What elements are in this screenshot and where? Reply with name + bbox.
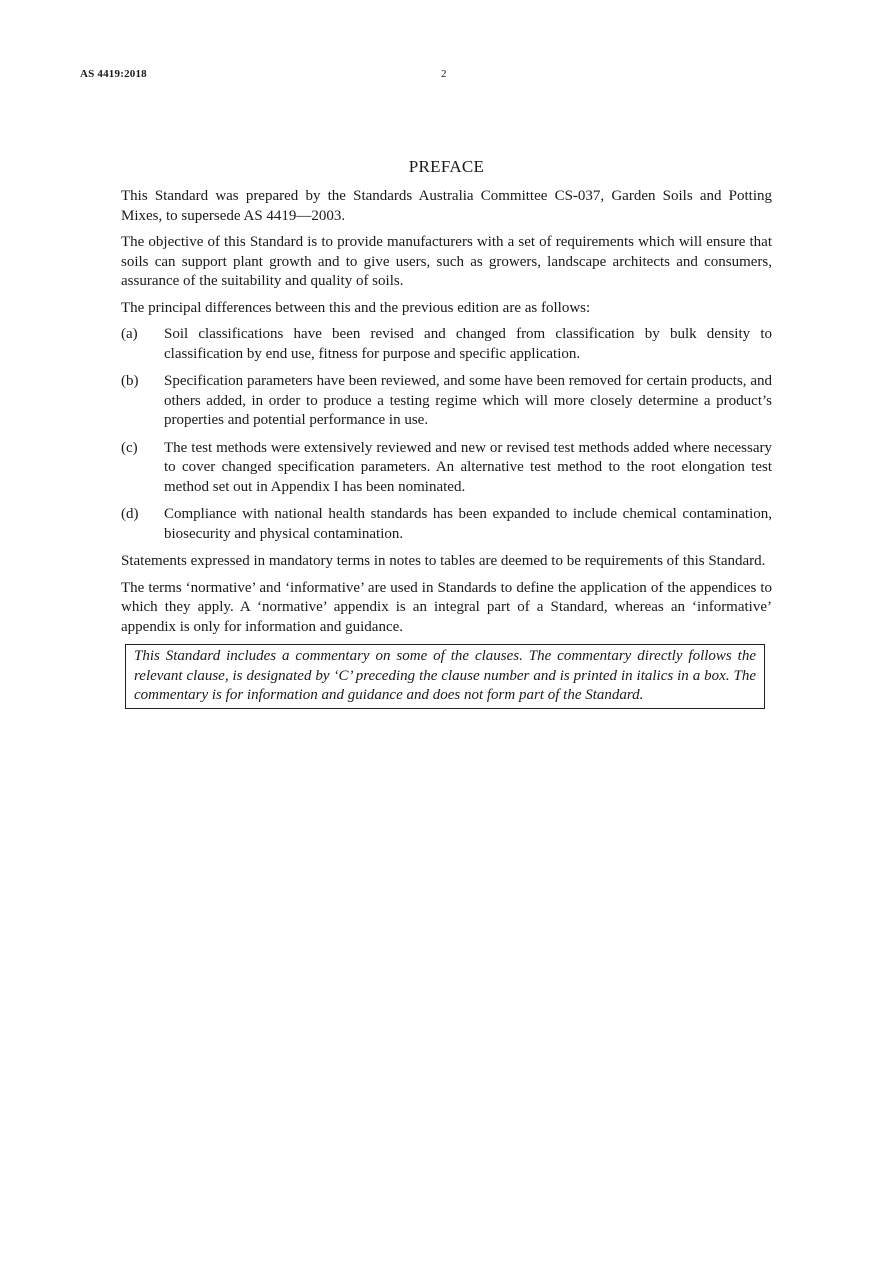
preface-paragraph-committee: This Standard was prepared by the Standards Australia Committee CS-037, Garden Soils and Potting Mixes, to supersede AS 4419—2003. bbox=[121, 188, 772, 224]
document-code: AS 4419:2018 bbox=[80, 68, 147, 80]
preface-paragraph-differences-intro: The principal differences between this and the previous edition are as follows: bbox=[121, 299, 591, 316]
list-item-text: Soil classifications have been revised and changed from classification by bulk density to classification by end use, fitness for purpose and specific application. bbox=[164, 326, 772, 362]
list-item-text: The test methods were extensively reviewed and new or revised test methods added where necessary to cover changed specification parameters. An alternative test method to the root elongation test method set out in Appendix I has been nominated. bbox=[164, 439, 772, 495]
differences-list bbox=[121, 325, 772, 544]
page-number: 2 bbox=[441, 68, 447, 80]
list-item bbox=[121, 325, 772, 364]
preface-paragraph-objective: The objective of this Standard is to provide manufacturers with a set of requirements which will ensure that soils can support plant growth and to give users, such as growers, landscape architects and consumers, assurance of the suitability and quality of soils. bbox=[121, 234, 772, 289]
list-item bbox=[121, 439, 772, 498]
list-item-text: Specification parameters have been reviewed, and some have been removed for certain products, and others added, in order to produce a testing regime which will more closely determine a product’s properties and potential performance in use. bbox=[164, 373, 772, 428]
preface-paragraph-mandatory-notes: Statements expressed in mandatory terms in notes to tables are deemed to be requirements of this Standard. bbox=[121, 553, 766, 569]
list-item bbox=[121, 372, 772, 431]
list-item-text: Compliance with national health standards has been expanded to include chemical contamination, biosecurity and physical contamination. bbox=[164, 506, 772, 542]
list-item-marker: (b) bbox=[121, 373, 139, 389]
preface-section bbox=[121, 156, 772, 709]
preface-paragraph-normative-informative: The terms ‘normative’ and ‘informative’ are used in Standards to define the application of the appendices to which they apply. A ‘normative’ appendix is an integral part of a Standard, whereas an ‘informative’ appendix is only for information and guidance. bbox=[121, 579, 772, 635]
list-item-marker: (a) bbox=[121, 326, 138, 342]
list-item bbox=[121, 505, 772, 544]
list-item-marker: (c) bbox=[121, 439, 138, 456]
page-title: PREFACE bbox=[408, 157, 485, 176]
list-item-marker: (d) bbox=[121, 506, 139, 522]
commentary-note-box: This Standard includes a commentary on some of the clauses. The commentary directly follows the relevant clause, is designated by ‘C’ preceding the clause number and is printed in italics in a box. The commentary is for information and guidance and does not form part of the Standard. bbox=[125, 644, 765, 709]
